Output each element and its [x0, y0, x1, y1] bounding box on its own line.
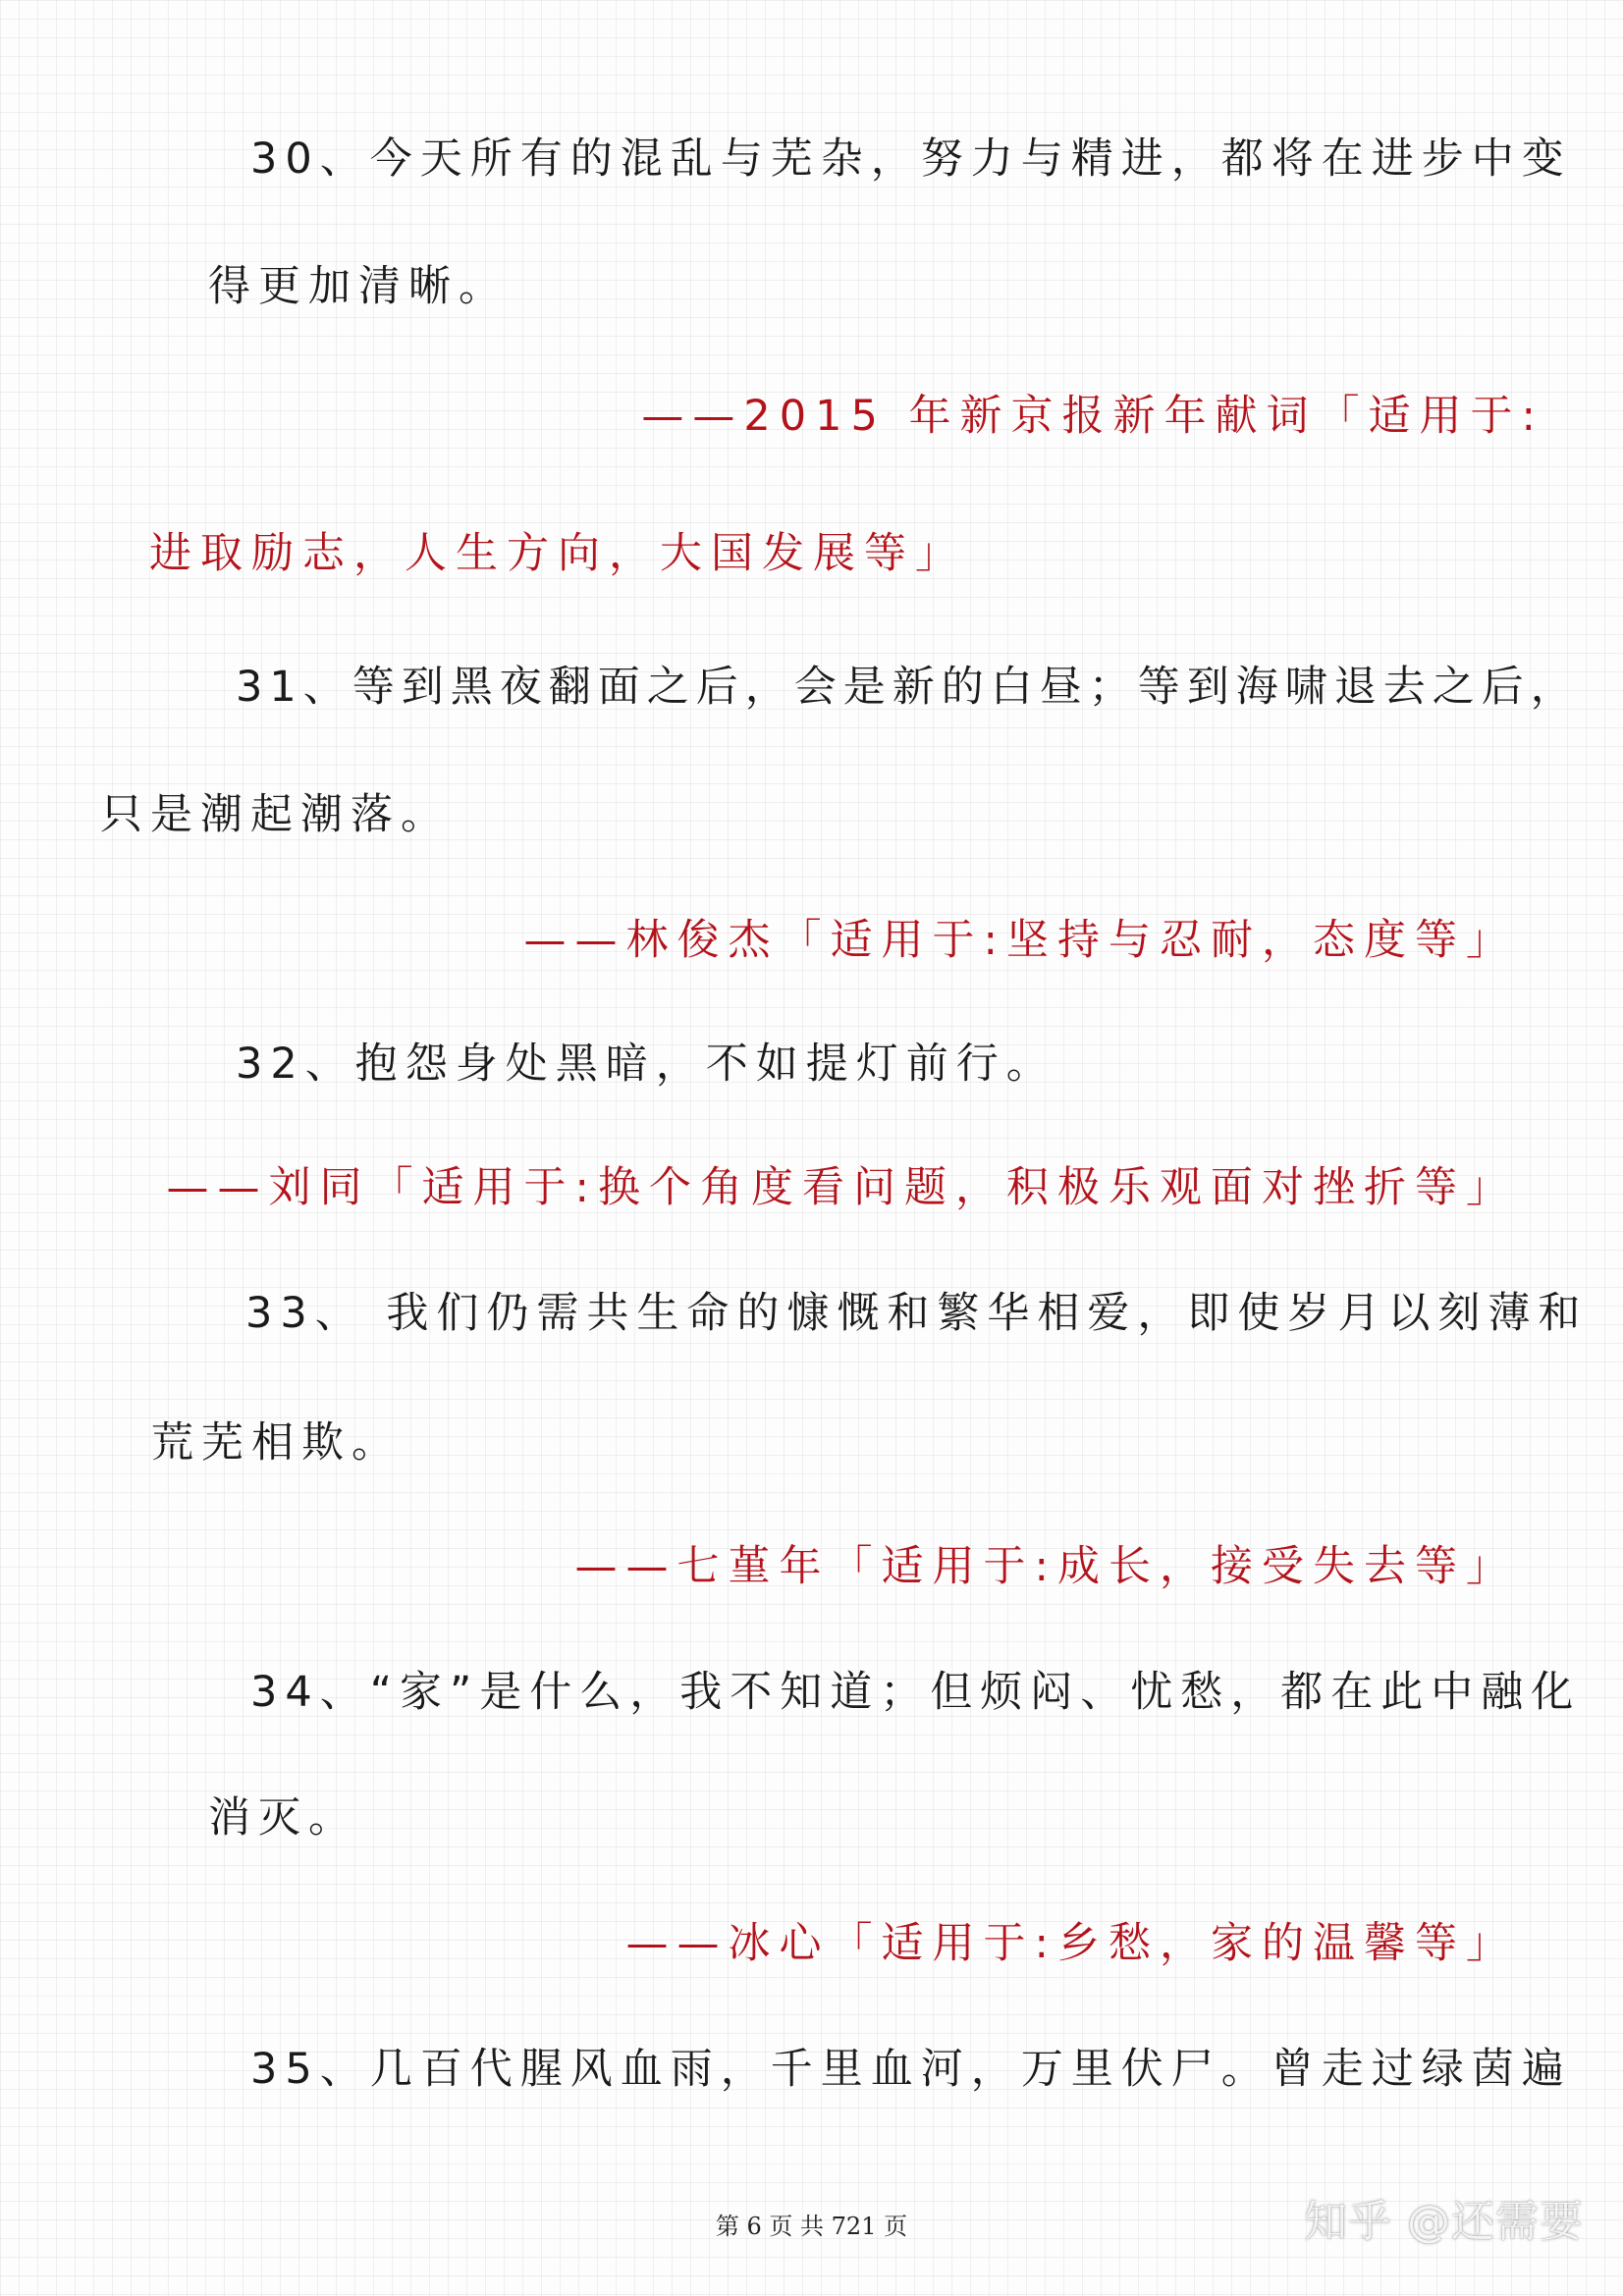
entry-33-quote: ——七堇年「适用于:成长，接受失去等」 [574, 1542, 1517, 1591]
entry-34-line-1: 34、“家”是什么，我不知道；但烦闷、忧愁，都在此中融化 [250, 1668, 1582, 1717]
entry-31-quote: ——林俊杰「适用于:坚持与忍耐，态度等」 [523, 916, 1517, 965]
zhihu-watermark: 知乎 @还需要 [1304, 2197, 1584, 2247]
entry-34-line-2: 消灭。 [208, 1793, 358, 1842]
entry-30-quote-line-2: 进取励志，人生方向，大国发展等」 [149, 529, 966, 578]
entry-32-quote: ——刘同「适用于:换个角度看问题，积极乐观面对挫折等」 [166, 1163, 1517, 1212]
entry-35-line-1: 35、几百代腥风血雨，千里血河，万里伏尸。曾走过绿茵遍 [250, 2045, 1572, 2094]
page-number: 第 6 页 共 721 页 [715, 2213, 908, 2240]
entry-31-line-2: 只是潮起潮落。 [100, 790, 451, 839]
entry-30-line-1: 30、今天所有的混乱与芜杂，努力与精进，都将在进步中变 [250, 134, 1572, 184]
entry-32-line-1: 32、抱怨身处黑暗，不如提灯前行。 [236, 1040, 1056, 1089]
entry-34-quote: ——冰心「适用于:乡愁，家的温馨等」 [625, 1919, 1517, 1968]
entry-31-line-1: 31、等到黑夜翻面之后，会是新的白昼；等到海啸退去之后， [236, 663, 1580, 712]
page-footer [0, 2197, 1623, 2247]
entry-30-line-2: 得更加清晰。 [208, 262, 509, 311]
entry-33-line-2: 荒芜相欺。 [151, 1418, 402, 1468]
entry-30-quote-line-1: ——2015 年新京报新年献词「适用于: [641, 392, 1544, 441]
entry-33-line-1: 33、 我们仍需共生命的慷慨和繁华相爱，即使岁月以刻薄和 [245, 1289, 1589, 1338]
